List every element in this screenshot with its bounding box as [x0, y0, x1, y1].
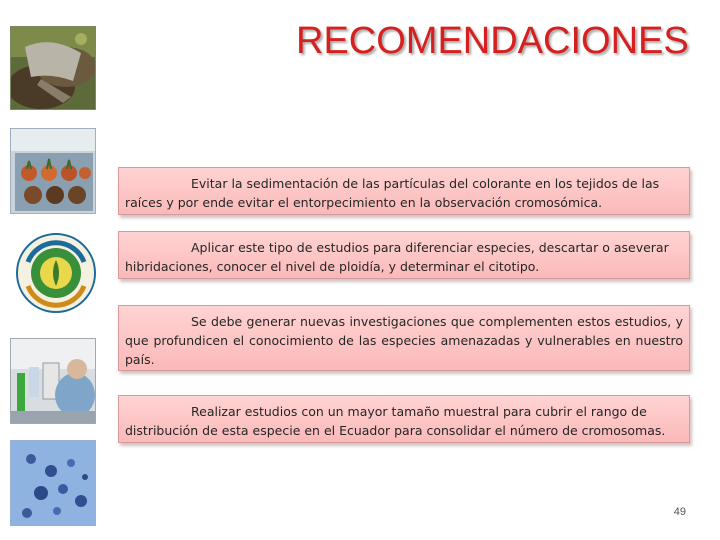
microscope-cells-photo: [10, 440, 96, 526]
recommendation-text: Realizar estudios con un mayor tamaño muestral para cubrir el rango de distribución de esta especie en el Ecuador para consolidar el número de cromosomas.: [125, 404, 666, 438]
laboratory-photo: [10, 338, 96, 424]
biotechnology-logo: [14, 232, 98, 314]
recommendation-box-1: [118, 167, 690, 215]
seedling-pots-photo: [10, 128, 96, 214]
recommendation-text: Se debe generar nuevas investigaciones que complementen estos estudios, y que profundicen el conocimiento de las especies amenazadas y vulnerables en nuestro país.: [125, 314, 683, 367]
recommendation-text: Aplicar este tipo de estudios para diferenciar especies, descartar o aseverar hibridaciones, conocer el nivel de ploidía, y determinar el citotipo.: [125, 240, 669, 274]
soil-trowel-photo: [10, 26, 96, 110]
slide-title: RECOMENDACIONES: [296, 20, 689, 62]
recommendation-box-3: [118, 305, 690, 371]
recommendation-box-4: [118, 395, 690, 443]
page-number: 49: [673, 506, 686, 518]
recommendation-text: Evitar la sedimentación de las partículas del colorante en los tejidos de las raíces y por ende evitar el entorpecimiento en la observación cromosómica.: [125, 176, 660, 210]
recommendation-box-2: [118, 231, 690, 279]
